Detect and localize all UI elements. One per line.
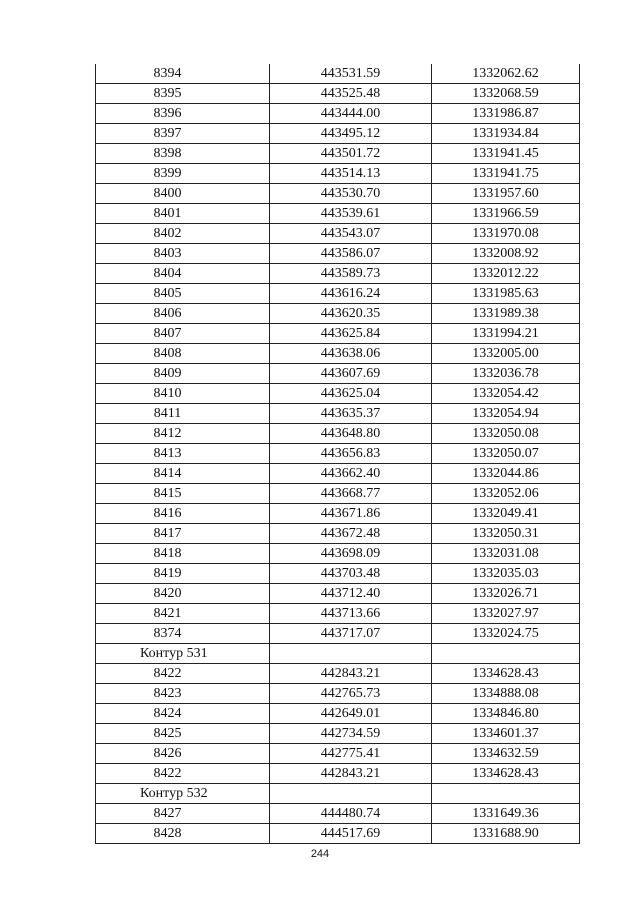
y-coordinate-cell: 1332012.22 <box>432 264 580 284</box>
table-row <box>96 264 580 284</box>
point-id-cell: 8416 <box>96 504 270 524</box>
table-row <box>96 564 580 584</box>
empty-cell <box>432 784 580 804</box>
y-coordinate-cell: 1334846.80 <box>432 704 580 724</box>
y-coordinate-cell: 1331934.84 <box>432 124 580 144</box>
x-coordinate-cell: 443531.59 <box>270 64 432 84</box>
point-id-cell: 8417 <box>96 524 270 544</box>
table-row <box>96 624 580 644</box>
x-coordinate-cell: 444480.74 <box>270 804 432 824</box>
point-id-cell: 8427 <box>96 804 270 824</box>
y-coordinate-cell: 1332050.31 <box>432 524 580 544</box>
y-coordinate-cell: 1331989.38 <box>432 304 580 324</box>
table-row <box>96 384 580 404</box>
x-coordinate-cell: 443672.48 <box>270 524 432 544</box>
y-coordinate-cell: 1331957.60 <box>432 184 580 204</box>
y-coordinate-cell: 1334628.43 <box>432 764 580 784</box>
y-coordinate-cell: 1331649.36 <box>432 804 580 824</box>
x-coordinate-cell: 443543.07 <box>270 224 432 244</box>
point-id-cell: 8398 <box>96 144 270 164</box>
table-row <box>96 84 580 104</box>
table-row <box>96 664 580 684</box>
table-row <box>96 504 580 524</box>
point-id-cell: 8423 <box>96 684 270 704</box>
y-coordinate-cell: 1331970.08 <box>432 224 580 244</box>
x-coordinate-cell: 443607.69 <box>270 364 432 384</box>
point-id-cell: 8396 <box>96 104 270 124</box>
x-coordinate-cell: 443648.80 <box>270 424 432 444</box>
table-row <box>96 724 580 744</box>
point-id-cell: 8420 <box>96 584 270 604</box>
point-id-cell: 8412 <box>96 424 270 444</box>
y-coordinate-cell: 1332036.78 <box>432 364 580 384</box>
x-coordinate-cell: 442649.01 <box>270 704 432 724</box>
table-row <box>96 584 580 604</box>
table-row <box>96 164 580 184</box>
y-coordinate-cell: 1331994.21 <box>432 324 580 344</box>
y-coordinate-cell: 1332027.97 <box>432 604 580 624</box>
x-coordinate-cell: 443717.07 <box>270 624 432 644</box>
point-id-cell: 8409 <box>96 364 270 384</box>
table-row <box>96 204 580 224</box>
x-coordinate-cell: 443616.24 <box>270 284 432 304</box>
y-coordinate-cell: 1334601.37 <box>432 724 580 744</box>
x-coordinate-cell: 443539.61 <box>270 204 432 224</box>
y-coordinate-cell: 1331985.63 <box>432 284 580 304</box>
y-coordinate-cell: 1334888.08 <box>432 684 580 704</box>
point-id-cell: 8405 <box>96 284 270 304</box>
x-coordinate-cell: 442775.41 <box>270 744 432 764</box>
point-id-cell: 8406 <box>96 304 270 324</box>
x-coordinate-cell: 443713.66 <box>270 604 432 624</box>
point-id-cell: 8408 <box>96 344 270 364</box>
point-id-cell: 8422 <box>96 664 270 684</box>
point-id-cell: 8397 <box>96 124 270 144</box>
table-row <box>96 324 580 344</box>
x-coordinate-cell: 443495.12 <box>270 124 432 144</box>
y-coordinate-cell: 1331941.75 <box>432 164 580 184</box>
table-row <box>96 244 580 264</box>
table-row <box>96 364 580 384</box>
point-id-cell: 8404 <box>96 264 270 284</box>
empty-cell <box>270 644 432 664</box>
table-row <box>96 744 580 764</box>
contour-header-row <box>96 644 580 664</box>
table-row <box>96 344 580 364</box>
x-coordinate-cell: 442843.21 <box>270 764 432 784</box>
x-coordinate-cell: 443514.13 <box>270 164 432 184</box>
coordinates-sheet <box>95 64 577 844</box>
point-id-cell: 8422 <box>96 764 270 784</box>
y-coordinate-cell: 1332024.75 <box>432 624 580 644</box>
x-coordinate-cell: 443530.70 <box>270 184 432 204</box>
x-coordinate-cell: 443635.37 <box>270 404 432 424</box>
contour-header-row <box>96 784 580 804</box>
y-coordinate-cell: 1332049.41 <box>432 504 580 524</box>
y-coordinate-cell: 1332008.92 <box>432 244 580 264</box>
table-row <box>96 64 580 84</box>
x-coordinate-cell: 443712.40 <box>270 584 432 604</box>
page-number: 244 <box>310 848 330 860</box>
contour-label: Контур 531 <box>96 644 270 664</box>
y-coordinate-cell: 1332044.86 <box>432 464 580 484</box>
x-coordinate-cell: 443698.09 <box>270 544 432 564</box>
empty-cell <box>432 644 580 664</box>
y-coordinate-cell: 1334628.43 <box>432 664 580 684</box>
y-coordinate-cell: 1332068.59 <box>432 84 580 104</box>
x-coordinate-cell: 443586.07 <box>270 244 432 264</box>
point-id-cell: 8400 <box>96 184 270 204</box>
coordinates-table-body <box>96 64 580 844</box>
y-coordinate-cell: 1332054.94 <box>432 404 580 424</box>
x-coordinate-cell: 443620.35 <box>270 304 432 324</box>
point-id-cell: 8425 <box>96 724 270 744</box>
y-coordinate-cell: 1334632.59 <box>432 744 580 764</box>
x-coordinate-cell: 443671.86 <box>270 504 432 524</box>
table-row <box>96 284 580 304</box>
point-id-cell: 8411 <box>96 404 270 424</box>
contour-label: Контур 532 <box>96 784 270 804</box>
table-row <box>96 804 580 824</box>
table-row <box>96 184 580 204</box>
y-coordinate-cell: 1331986.87 <box>432 104 580 124</box>
point-id-cell: 8401 <box>96 204 270 224</box>
table-row <box>96 104 580 124</box>
point-id-cell: 8418 <box>96 544 270 564</box>
table-row <box>96 604 580 624</box>
y-coordinate-cell: 1332054.42 <box>432 384 580 404</box>
table-row <box>96 524 580 544</box>
y-coordinate-cell: 1332035.03 <box>432 564 580 584</box>
x-coordinate-cell: 442765.73 <box>270 684 432 704</box>
x-coordinate-cell: 443589.73 <box>270 264 432 284</box>
x-coordinate-cell: 443625.04 <box>270 384 432 404</box>
table-row <box>96 824 580 844</box>
point-id-cell: 8394 <box>96 64 270 84</box>
y-coordinate-cell: 1331966.59 <box>432 204 580 224</box>
table-row <box>96 404 580 424</box>
x-coordinate-cell: 443703.48 <box>270 564 432 584</box>
y-coordinate-cell: 1332050.08 <box>432 424 580 444</box>
y-coordinate-cell: 1332005.00 <box>432 344 580 364</box>
point-id-cell: 8415 <box>96 484 270 504</box>
table-row <box>96 424 580 444</box>
x-coordinate-cell: 442734.59 <box>270 724 432 744</box>
point-id-cell: 8421 <box>96 604 270 624</box>
point-id-cell: 8399 <box>96 164 270 184</box>
x-coordinate-cell: 443668.77 <box>270 484 432 504</box>
x-coordinate-cell: 443444.00 <box>270 104 432 124</box>
point-id-cell: 8402 <box>96 224 270 244</box>
y-coordinate-cell: 1331688.90 <box>432 824 580 844</box>
table-row <box>96 444 580 464</box>
x-coordinate-cell: 443662.40 <box>270 464 432 484</box>
point-id-cell: 8395 <box>96 84 270 104</box>
table-row <box>96 224 580 244</box>
table-row <box>96 764 580 784</box>
point-id-cell: 8410 <box>96 384 270 404</box>
table-row <box>96 464 580 484</box>
x-coordinate-cell: 443525.48 <box>270 84 432 104</box>
table-row <box>96 484 580 504</box>
point-id-cell: 8403 <box>96 244 270 264</box>
y-coordinate-cell: 1332052.06 <box>432 484 580 504</box>
point-id-cell: 8428 <box>96 824 270 844</box>
table-row <box>96 544 580 564</box>
y-coordinate-cell: 1331941.45 <box>432 144 580 164</box>
point-id-cell: 8413 <box>96 444 270 464</box>
coordinates-table <box>95 64 580 844</box>
table-row <box>96 124 580 144</box>
y-coordinate-cell: 1332062.62 <box>432 64 580 84</box>
point-id-cell: 8407 <box>96 324 270 344</box>
x-coordinate-cell: 443625.84 <box>270 324 432 344</box>
y-coordinate-cell: 1332026.71 <box>432 584 580 604</box>
x-coordinate-cell: 443501.72 <box>270 144 432 164</box>
point-id-cell: 8374 <box>96 624 270 644</box>
table-row <box>96 704 580 724</box>
table-row <box>96 684 580 704</box>
point-id-cell: 8419 <box>96 564 270 584</box>
x-coordinate-cell: 443638.06 <box>270 344 432 364</box>
empty-cell <box>270 784 432 804</box>
point-id-cell: 8426 <box>96 744 270 764</box>
y-coordinate-cell: 1332050.07 <box>432 444 580 464</box>
y-coordinate-cell: 1332031.08 <box>432 544 580 564</box>
x-coordinate-cell: 444517.69 <box>270 824 432 844</box>
table-row <box>96 304 580 324</box>
point-id-cell: 8414 <box>96 464 270 484</box>
x-coordinate-cell: 442843.21 <box>270 664 432 684</box>
point-id-cell: 8424 <box>96 704 270 724</box>
x-coordinate-cell: 443656.83 <box>270 444 432 464</box>
table-row <box>96 144 580 164</box>
